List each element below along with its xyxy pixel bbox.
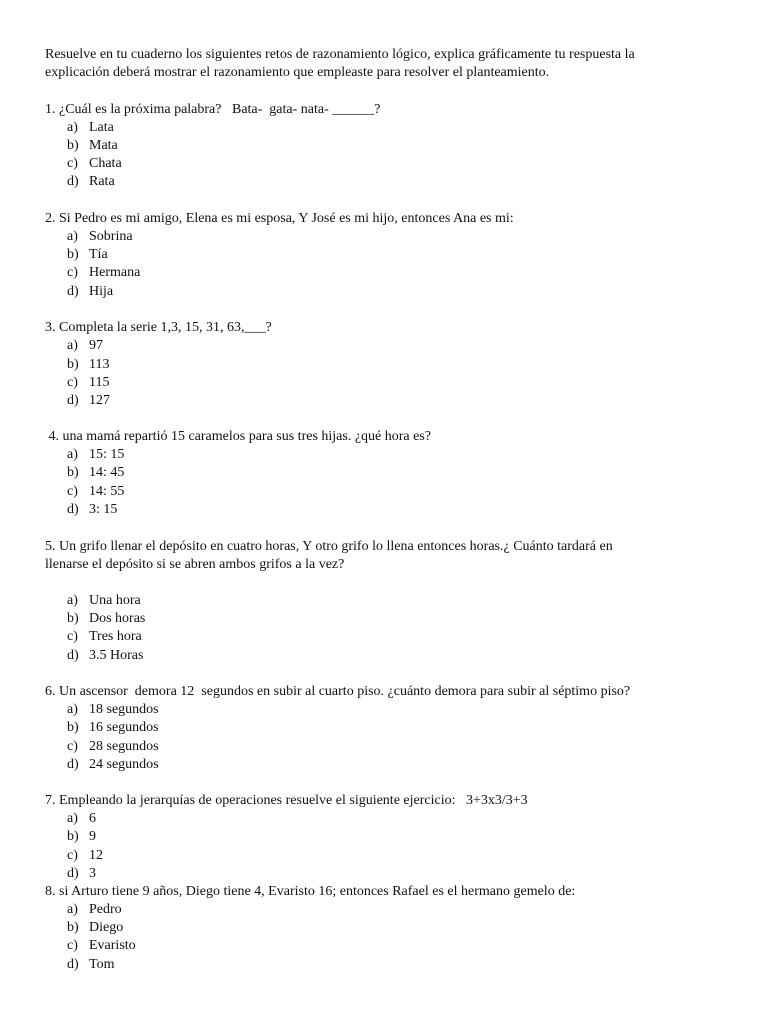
option-letter: d) bbox=[67, 284, 79, 299]
question-3-option-b bbox=[67, 356, 109, 374]
option-text: Dos horas bbox=[89, 611, 146, 626]
option-letter: b) bbox=[67, 720, 79, 735]
question-1-option-d bbox=[67, 173, 115, 191]
question-6-option-a bbox=[67, 701, 159, 719]
option-letter: d) bbox=[67, 757, 79, 772]
option-text: Tom bbox=[89, 957, 115, 972]
question-1-option-c bbox=[67, 155, 122, 173]
option-letter: a) bbox=[67, 702, 78, 717]
option-text: Tía bbox=[89, 247, 108, 262]
question-3-option-a bbox=[67, 337, 103, 355]
option-letter: c) bbox=[67, 265, 78, 280]
option-text: Sobrina bbox=[89, 229, 133, 244]
option-letter: c) bbox=[67, 156, 78, 171]
option-text: Pedro bbox=[89, 902, 122, 917]
option-text: 3 bbox=[89, 866, 96, 881]
question-4-option-d bbox=[67, 501, 117, 519]
question-4-option-b bbox=[67, 464, 124, 482]
option-text: 14: 45 bbox=[89, 465, 125, 480]
option-letter: a) bbox=[67, 447, 78, 462]
option-text: 24 segundos bbox=[89, 757, 159, 772]
option-text: Rata bbox=[89, 174, 115, 189]
question-6-option-d bbox=[67, 756, 159, 774]
question-4-text: 4. una mamá repartió 15 caramelos para sus tres hijas. ¿qué hora es? bbox=[45, 429, 432, 444]
option-letter: b) bbox=[67, 138, 79, 153]
question-2-option-d bbox=[67, 283, 113, 301]
option-letter: d) bbox=[67, 957, 79, 972]
option-text: Mata bbox=[89, 138, 118, 153]
intro-line-1: Resuelve en tu cuaderno los siguientes retos de razonamiento lógico, explica gráficamente tu respuesta la bbox=[45, 47, 635, 62]
option-letter: c) bbox=[67, 629, 78, 644]
option-letter: a) bbox=[67, 338, 78, 353]
question-5-option-d bbox=[67, 647, 143, 665]
option-text: 115 bbox=[89, 375, 110, 390]
question-3-text: 3. Completa la serie 1,3, 15, 31, 63,___? bbox=[45, 320, 272, 335]
option-text: 9 bbox=[89, 829, 96, 844]
question-1-option-b bbox=[67, 137, 118, 155]
question-2-option-b bbox=[67, 246, 108, 264]
option-text: 113 bbox=[89, 357, 110, 372]
option-text: Una hora bbox=[89, 593, 141, 608]
option-text: 3: 15 bbox=[89, 502, 118, 517]
option-letter: b) bbox=[67, 357, 79, 372]
option-text: 15: 15 bbox=[89, 447, 125, 462]
option-text: Lata bbox=[89, 120, 114, 135]
question-8-option-a bbox=[67, 901, 122, 919]
option-text: 12 bbox=[89, 848, 103, 863]
question-7-text: 7. Empleando la jerarquías de operaciones resuelve el siguiente ejercicio: 3+3x3/3+3 bbox=[45, 793, 528, 808]
question-8-option-c bbox=[67, 937, 136, 955]
question-1-option-a bbox=[67, 119, 114, 137]
option-letter: b) bbox=[67, 920, 79, 935]
option-letter: c) bbox=[67, 484, 78, 499]
option-letter: a) bbox=[67, 593, 78, 608]
option-text: 16 segundos bbox=[89, 720, 159, 735]
option-text: 28 segundos bbox=[89, 739, 159, 754]
option-letter: d) bbox=[67, 393, 79, 408]
question-7-option-c bbox=[67, 847, 103, 865]
option-letter: b) bbox=[67, 247, 79, 262]
option-letter: d) bbox=[67, 866, 79, 881]
option-text: 18 segundos bbox=[89, 702, 159, 717]
option-text: Hija bbox=[89, 284, 114, 299]
option-text: Tres hora bbox=[89, 629, 142, 644]
question-7-option-b bbox=[67, 828, 96, 846]
option-letter: b) bbox=[67, 611, 79, 626]
question-6-text: 6. Un ascensor demora 12 segundos en subir al cuarto piso. ¿cuánto demora para subir al séptimo piso? bbox=[45, 684, 631, 699]
option-text: 6 bbox=[89, 811, 96, 826]
option-letter: a) bbox=[67, 902, 78, 917]
option-letter: a) bbox=[67, 120, 78, 135]
option-text: 97 bbox=[89, 338, 103, 353]
option-text: 14: 55 bbox=[89, 484, 125, 499]
question-5-option-a bbox=[67, 592, 141, 610]
option-letter: b) bbox=[67, 465, 79, 480]
question-8-text: 8. si Arturo tiene 9 años, Diego tiene 4, Evaristo 16; entonces Rafael es el hermano gemelo de: bbox=[45, 884, 576, 899]
option-letter: b) bbox=[67, 829, 79, 844]
option-text: 127 bbox=[89, 393, 110, 408]
question-4-option-a bbox=[67, 446, 124, 464]
option-text: Diego bbox=[89, 920, 124, 935]
question-3-option-d bbox=[67, 392, 110, 410]
option-letter: c) bbox=[67, 848, 78, 863]
question-5-text-line-2: llenarse el depósito si se abren ambos grifos a la vez? bbox=[45, 557, 345, 572]
option-letter: d) bbox=[67, 648, 79, 663]
option-letter: c) bbox=[67, 938, 78, 953]
option-letter: c) bbox=[67, 739, 78, 754]
question-4-option-c bbox=[67, 483, 124, 501]
option-letter: d) bbox=[67, 174, 79, 189]
intro-line-2: explicación deberá mostrar el razonamiento que empleaste para resolver el planteamiento. bbox=[45, 65, 550, 80]
question-5-text-line-1: 5. Un grifo llenar el depósito en cuatro horas, Y otro grifo lo llena entonces horas.¿ Cuánto tardará en bbox=[45, 539, 613, 554]
option-letter: d) bbox=[67, 502, 79, 517]
question-7-option-d bbox=[67, 865, 96, 883]
option-letter: c) bbox=[67, 375, 78, 390]
question-8-option-d bbox=[67, 956, 114, 974]
question-6-option-c bbox=[67, 738, 159, 756]
question-3-option-c bbox=[67, 374, 109, 392]
option-letter: a) bbox=[67, 229, 78, 244]
question-6-option-b bbox=[67, 719, 159, 737]
question-5-option-c bbox=[67, 628, 142, 646]
question-5-option-b bbox=[67, 610, 145, 628]
question-7-option-a bbox=[67, 810, 96, 828]
question-8-option-b bbox=[67, 919, 123, 937]
option-text: Hermana bbox=[89, 265, 141, 280]
option-letter: a) bbox=[67, 811, 78, 826]
option-text: 3.5 Horas bbox=[89, 648, 144, 663]
question-2-text: 2. Si Pedro es mi amigo, Elena es mi esposa, Y José es mi hijo, entonces Ana es mi: bbox=[45, 211, 514, 226]
option-text: Evaristo bbox=[89, 938, 136, 953]
question-1-text: 1. ¿Cuál es la próxima palabra? Bata- gata- nata- ______? bbox=[45, 102, 381, 117]
question-2-option-a bbox=[67, 228, 133, 246]
option-text: Chata bbox=[89, 156, 122, 171]
question-2-option-c bbox=[67, 264, 140, 282]
